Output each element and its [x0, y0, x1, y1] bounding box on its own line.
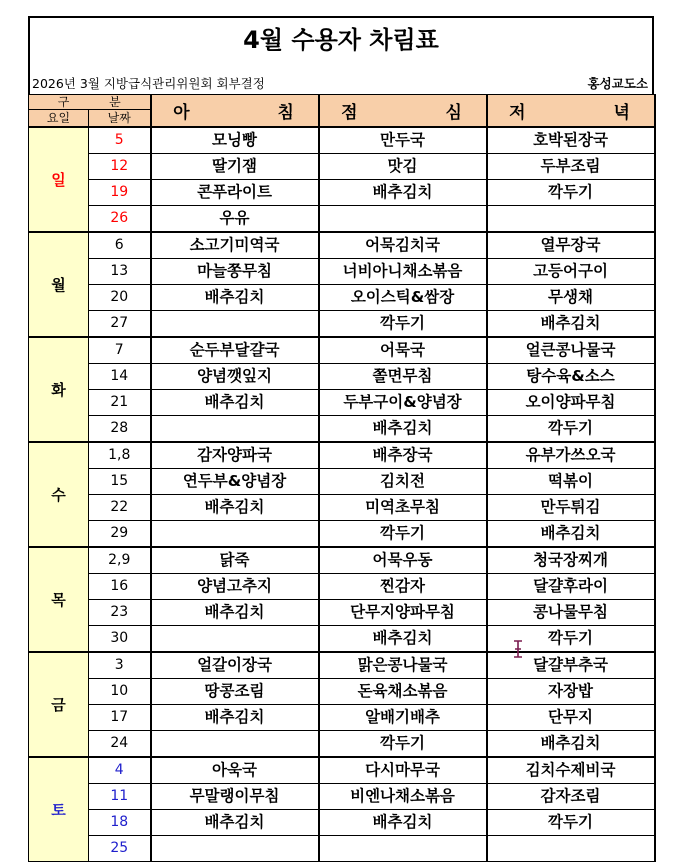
table-row	[29, 180, 655, 206]
lunch-item: 배추김치	[319, 180, 487, 206]
header-nalija: 날짜	[89, 110, 151, 128]
dinner-item: 깍두기	[487, 810, 655, 836]
table-row	[29, 626, 655, 653]
dinner-item: 청국장찌개	[487, 547, 655, 574]
dinner-item: 배추김치	[487, 731, 655, 758]
dinner-item: 호박된장국	[487, 127, 655, 154]
lunch-item: 돈육채소볶음	[319, 679, 487, 705]
date-cell: 17	[89, 705, 151, 731]
lunch-item: 찐감자	[319, 574, 487, 600]
day-label: 금	[29, 652, 89, 757]
table-row	[29, 416, 655, 443]
dinner-item: 달걀부추국	[487, 652, 655, 679]
dinner-item	[487, 206, 655, 233]
institution-name: 홍성교도소	[587, 76, 648, 91]
header-breakfast-1: 아	[173, 103, 192, 123]
header-gubun: 구 분	[29, 95, 151, 110]
header-breakfast	[151, 95, 319, 128]
dinner-item: 감자조림	[487, 784, 655, 810]
breakfast-item	[151, 626, 319, 653]
table-row	[29, 206, 655, 233]
text-cursor-icon	[511, 640, 525, 658]
header-row	[29, 95, 655, 110]
date-cell: 19	[89, 180, 151, 206]
dinner-item: 열무장국	[487, 232, 655, 259]
dinner-item: 달걀후라이	[487, 574, 655, 600]
decision-note: 2026년 3월 지방급식관리위원회 회부결정	[32, 76, 265, 91]
table-row	[29, 679, 655, 705]
breakfast-item: 배추김치	[151, 285, 319, 311]
lunch-item: 배추장국	[319, 442, 487, 469]
table-row	[29, 337, 655, 364]
lunch-item	[319, 206, 487, 233]
dinner-item: 배추김치	[487, 521, 655, 548]
lunch-item: 맑은콩나물국	[319, 652, 487, 679]
table-row	[29, 285, 655, 311]
date-cell: 10	[89, 679, 151, 705]
date-cell: 22	[89, 495, 151, 521]
breakfast-item: 소고기미역국	[151, 232, 319, 259]
lunch-item: 쫄면무침	[319, 364, 487, 390]
dinner-item: 유부가쓰오국	[487, 442, 655, 469]
breakfast-item: 양념깻잎지	[151, 364, 319, 390]
breakfast-item: 콘푸라이트	[151, 180, 319, 206]
dinner-item: 만두튀김	[487, 495, 655, 521]
dinner-item: 무생채	[487, 285, 655, 311]
lunch-item: 깍두기	[319, 311, 487, 338]
date-cell: 18	[89, 810, 151, 836]
breakfast-item: 마늘쫑무침	[151, 259, 319, 285]
breakfast-item	[151, 836, 319, 862]
table-row	[29, 259, 655, 285]
dinner-item: 깍두기	[487, 626, 655, 653]
table-row	[29, 390, 655, 416]
lunch-item: 깍두기	[319, 521, 487, 548]
date-cell: 29	[89, 521, 151, 548]
lunch-item: 깍두기	[319, 731, 487, 758]
lunch-item: 김치전	[319, 469, 487, 495]
day-label: 수	[29, 442, 89, 547]
table-row	[29, 574, 655, 600]
breakfast-item: 모닝빵	[151, 127, 319, 154]
table-row	[29, 364, 655, 390]
lunch-item: 오이스틱&쌈장	[319, 285, 487, 311]
dinner-item: 콩나물무침	[487, 600, 655, 626]
breakfast-item: 딸기잼	[151, 154, 319, 180]
table-row	[29, 495, 655, 521]
dinner-item: 깍두기	[487, 180, 655, 206]
table-row	[29, 836, 655, 862]
day-label: 일	[29, 127, 89, 232]
breakfast-item: 배추김치	[151, 390, 319, 416]
lunch-item: 너비아니채소볶음	[319, 259, 487, 285]
header-dinner	[487, 95, 655, 128]
header-lunch	[319, 95, 487, 128]
dinner-item: 탕수육&소스	[487, 364, 655, 390]
table-row	[29, 784, 655, 810]
sub-header	[28, 56, 654, 94]
menu-sheet	[28, 16, 656, 856]
lunch-item: 알배기배추	[319, 705, 487, 731]
date-cell: 30	[89, 626, 151, 653]
breakfast-item	[151, 311, 319, 338]
lunch-item: 만두국	[319, 127, 487, 154]
lunch-item: 미역초무침	[319, 495, 487, 521]
dinner-item: 깍두기	[487, 416, 655, 443]
lunch-item: 배추김치	[319, 810, 487, 836]
lunch-item: 맛김	[319, 154, 487, 180]
lunch-item: 단무지양파무침	[319, 600, 487, 626]
date-cell: 11	[89, 784, 151, 810]
day-label: 목	[29, 547, 89, 652]
date-cell: 20	[89, 285, 151, 311]
day-label: 토	[29, 757, 89, 862]
date-cell: 6	[89, 232, 151, 259]
lunch-item: 어묵김치국	[319, 232, 487, 259]
lunch-item: 배추김치	[319, 626, 487, 653]
breakfast-item: 감자양파국	[151, 442, 319, 469]
date-cell: 16	[89, 574, 151, 600]
lunch-item: 두부구이&양념장	[319, 390, 487, 416]
date-cell: 4	[89, 757, 151, 784]
breakfast-item: 얼갈이장국	[151, 652, 319, 679]
date-cell: 7	[89, 337, 151, 364]
table-row	[29, 731, 655, 758]
date-cell: 12	[89, 154, 151, 180]
lunch-item: 다시마무국	[319, 757, 487, 784]
table-row	[29, 600, 655, 626]
dinner-item: 단무지	[487, 705, 655, 731]
date-cell: 21	[89, 390, 151, 416]
breakfast-item	[151, 416, 319, 443]
date-cell: 14	[89, 364, 151, 390]
breakfast-item: 닭죽	[151, 547, 319, 574]
table-row	[29, 127, 655, 154]
dinner-item: 오이양파무침	[487, 390, 655, 416]
lunch-item: 어묵우동	[319, 547, 487, 574]
dinner-item: 두부조림	[487, 154, 655, 180]
dinner-item: 얼큰콩나물국	[487, 337, 655, 364]
day-label: 월	[29, 232, 89, 337]
breakfast-item: 무말랭이무침	[151, 784, 319, 810]
day-label: 화	[29, 337, 89, 442]
table-row	[29, 469, 655, 495]
date-cell: 15	[89, 469, 151, 495]
dinner-item	[487, 836, 655, 862]
breakfast-item: 아욱국	[151, 757, 319, 784]
breakfast-item: 우유	[151, 206, 319, 233]
date-cell: 25	[89, 836, 151, 862]
date-cell: 28	[89, 416, 151, 443]
breakfast-item	[151, 521, 319, 548]
date-cell: 27	[89, 311, 151, 338]
table-row	[29, 547, 655, 574]
table-row	[29, 705, 655, 731]
breakfast-item: 배추김치	[151, 810, 319, 836]
date-cell: 1,8	[89, 442, 151, 469]
date-cell: 13	[89, 259, 151, 285]
dinner-item: 고등어구이	[487, 259, 655, 285]
breakfast-item: 땅콩조림	[151, 679, 319, 705]
header-yoil: 요일	[29, 110, 89, 128]
dinner-item: 배추김치	[487, 311, 655, 338]
date-cell: 23	[89, 600, 151, 626]
lunch-item: 배추김치	[319, 416, 487, 443]
table-row	[29, 311, 655, 338]
dinner-item: 자장밥	[487, 679, 655, 705]
sheet-title: 4월 수용자 차림표	[28, 16, 654, 56]
table-row	[29, 810, 655, 836]
breakfast-item: 순두부달걀국	[151, 337, 319, 364]
header-lunch-2: 심	[445, 103, 464, 123]
header-lunch-1: 점	[341, 103, 360, 123]
table-row	[29, 652, 655, 679]
header-dinner-2: 녁	[613, 103, 632, 123]
breakfast-item: 배추김치	[151, 495, 319, 521]
lunch-item: 어묵국	[319, 337, 487, 364]
table-row	[29, 757, 655, 784]
dinner-item: 떡볶이	[487, 469, 655, 495]
date-cell: 3	[89, 652, 151, 679]
breakfast-item: 배추김치	[151, 705, 319, 731]
table-row	[29, 521, 655, 548]
lunch-item	[319, 836, 487, 862]
breakfast-item	[151, 731, 319, 758]
table-row	[29, 232, 655, 259]
table-row	[29, 154, 655, 180]
table-row	[29, 442, 655, 469]
breakfast-item: 배추김치	[151, 600, 319, 626]
breakfast-item: 연두부&양념장	[151, 469, 319, 495]
breakfast-item: 양념고추지	[151, 574, 319, 600]
lunch-item: 비엔나채소볶음	[319, 784, 487, 810]
date-cell: 5	[89, 127, 151, 154]
header-dinner-1: 저	[509, 103, 528, 123]
date-cell: 24	[89, 731, 151, 758]
dinner-item: 김치수제비국	[487, 757, 655, 784]
header-breakfast-2: 침	[277, 103, 296, 123]
date-cell: 26	[89, 206, 151, 233]
menu-table	[28, 94, 656, 862]
date-cell: 2,9	[89, 547, 151, 574]
